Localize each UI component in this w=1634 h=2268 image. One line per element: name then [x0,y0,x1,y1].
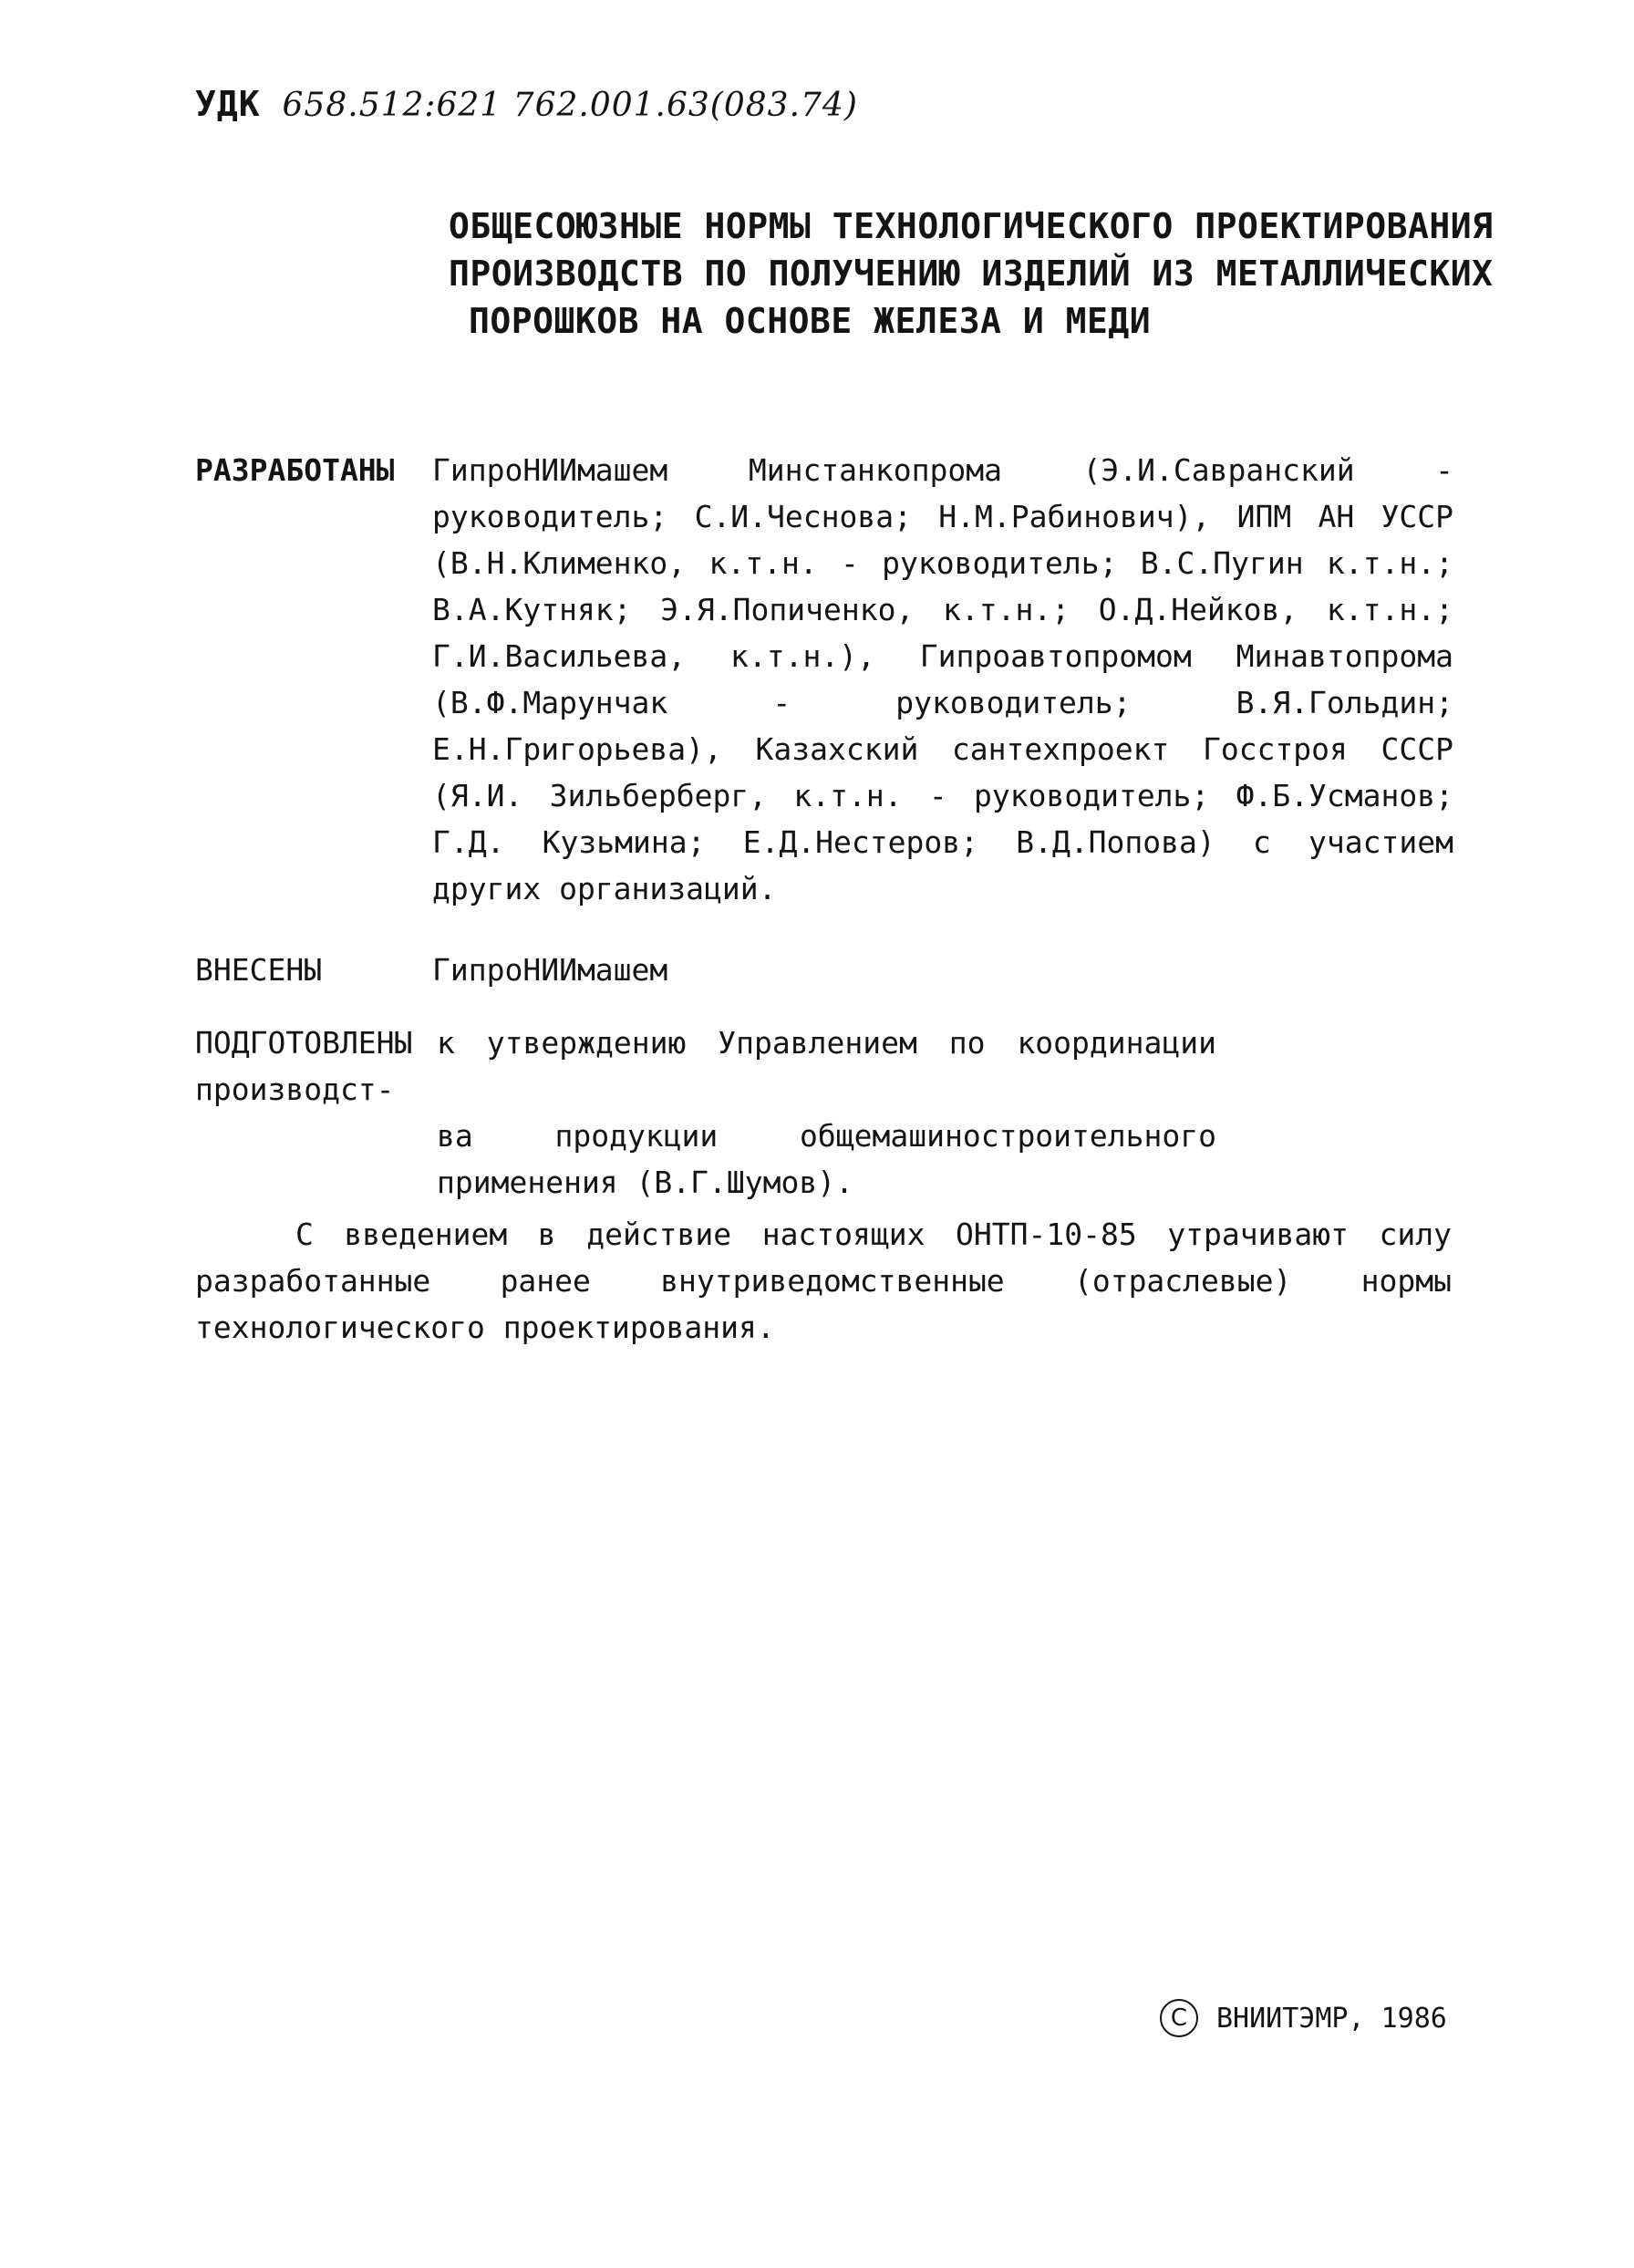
submitted-text: ГипроНИИмашем [432,952,668,988]
prepared-label: ПОДГОТОВЛЕНЫ [195,1025,413,1061]
prepared-text-rest: ва продукции общемашиностроительного применения (В.Г.Шумов). [437,1118,1216,1200]
prepared-section [195,1020,1453,1206]
submitted-label: ВНЕСЕНЫ [195,952,323,988]
developed-text: ГипроНИИмашем Минстанкопрома (Э.И.Савранский - руководитель; С.И.Чеснова; Н.М.Рабинович), ИПМ АН УССР (В.Н.Клименко, к.т.н. - руководитель; В.С.Пугин к.т.н.; В.А.Кутняк; Э.Я.Попиченко, к.т.н.; О.Д.Нейков, к.т.н.; Г.И.Васильева, к.т.н.), Гипроавтопромом Минавтопрома (В.Ф.Марунчак - руководитель; В.Я.Гольдин; Е.Н.Григорьева), Казахский сантехпроект Госстроя СССР (Я.И. Зильберберг, к.т.н. - руководитель; Ф.Б.Усманов; Г.Д. Кузьмина; Е.Д.Нестеров; В.Д.Попова) с участием других организаций. [432,452,1453,906]
submitted-section [195,947,1453,993]
udk-code: 658.512:621 762.001.63(083.74) [282,87,858,124]
effect-paragraph: С введением в действие настоящих ОНТП-10-85 утрачивают силу разработанные ранее внутриведомственные (отраслевые) нормы технологического проектирования. [195,1217,1452,1345]
developed-label: РАЗРАБОТАНЫ [195,452,395,488]
title-line-2: ПРОИЗВОДСТВ ПО ПОЛУЧЕНИЮ ИЗДЕЛИЙ ИЗ МЕТАЛЛИЧЕСКИХ [449,254,1494,294]
udk-label: УДК [195,84,261,124]
document-title [449,202,1494,345]
title-line-1: ОБЩЕСОЮЗНЫЕ НОРМЫ ТЕХНОЛОГИЧЕСКОГО ПРОЕКТИРОВАНИЯ [449,206,1494,246]
prepared-text-first: к утверждению Управлением по координации производст- [195,1025,1216,1107]
developed-section [195,447,1453,912]
title-line-3: ПОРОШКОВ НА ОСНОВЕ ЖЕЛЕЗА И МЕДИ [469,301,1152,341]
copyright-icon: C [1160,1999,1198,2037]
copyright-footer [1160,1999,1447,2037]
udk-line [195,84,858,124]
publisher-text: ВНИИТЭМР, 1986 [1216,2002,1447,2035]
